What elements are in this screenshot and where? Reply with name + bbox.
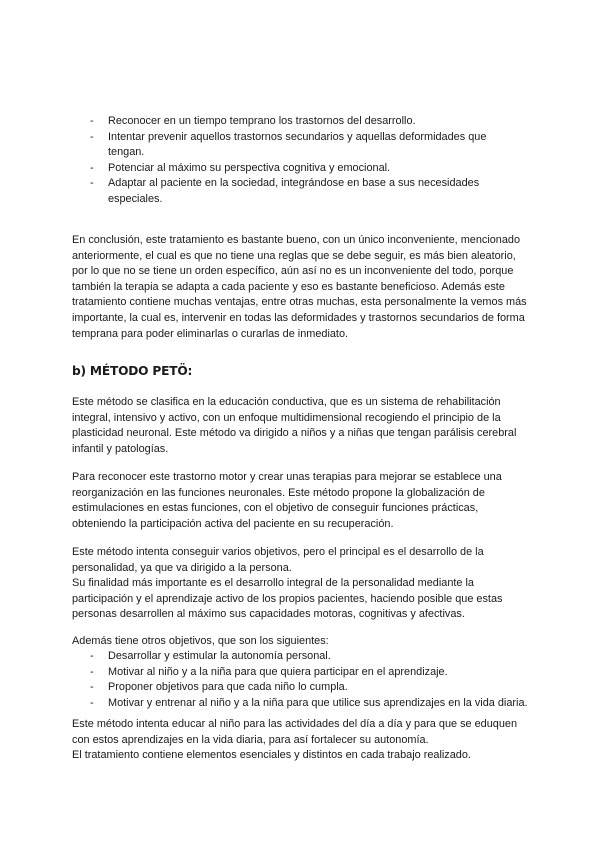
top-objectives-list [72,114,532,208]
list-item: - Proponer objetivos para que cada niño lo cumpla. [72,680,532,696]
paragraph-line: Este método intenta educar al niño para las actividades del día a día y para que se eduquen con estos aprendizajes en la vida diaria, para así fortalecer su autonomía. [72,718,518,746]
peto-reorganization-paragraph: Para reconocer este trastorno motor y crear unas terapias para mejorar se establece una reorganización en las funciones neuronales. Este método propone la globalización de estimulaciones en estas funciones, con el objetivo de conseguir funciones prácticas, obteniendo la participación activa del paciente en su recuperación. [72,471,502,530]
list-item: - Motivar al niño y a la niña para que quiera participar en el aprendizaje. [72,665,532,681]
paragraph-line: Este método intenta conseguir varios objetivos, pero el principal es el desarrollo de la personalidad, ya que va dirigido a la persona. [72,546,484,574]
list-item: - Motivar y entrenar al niño y a la niña para que utilice sus aprendizajes en la vida diaria. [72,696,532,712]
closing-paragraph [72,717,532,764]
list-item: - Desarrollar y estimular la autonomía personal. [72,649,532,665]
list-item: - Intentar prevenir aquellos trastornos secundarios y aquellas deformidades que tengan. [72,130,532,161]
list-item: - Reconocer en un tiempo temprano los trastornos del desarrollo. [72,114,532,130]
objectives-intro: Además tiene otros objetivos, que son los siguientes: [72,635,329,647]
paragraph-line: El tratamiento contiene elementos esenciales y distintos en cada trabajo realizado. [72,749,471,762]
paragraph-line: Su finalidad más importante es el desarrollo integral de la personalidad mediante la participación y el aprendizaje activo de los propios pacientes, haciendo posible que estas personas desarrollen al máximo sus capacidades motoras, cognitivas y afectivas. [72,577,503,621]
peto-intro-paragraph: Este método se clasifica en la educación conductiva, que es un sistema de rehabilitación integral, intensivo y activo, con un enfoque multidimensional recogiendo el principio de la plasticidad neuronal. Este método va dirigido a niños y a niñas que tengan parálisis cerebral infantil y patologías. [72,396,517,455]
list-item: - Adaptar al paciente en la sociedad, integrándose en base a sus necesidades especiales. [72,176,532,207]
conclusion-paragraph: En conclusión, este tratamiento es bastante bueno, con un único inconveniente, mencionado anteriormente, el cual es que no tiene una reglas que se debe seguir, es más bien aleatorio, por lo que no se tiene un orden específico, aún así no es un inconveniente del todo, porque también la terapia se adapta a cada paciente y eso es bastante beneficioso. Además este tratamiento contiene muchas ventajas, entre otras muchas, esta personalmente la vemos más importante, la cual es, intervenir en todas las deformidades y trastornos secundarios de forma temprana para poder eliminarlas o curarlas de inmediato. [72,234,527,340]
objectives-list [72,649,532,711]
section-heading: b) MÉTODO PETÖ: [72,364,193,378]
peto-objectives-paragraph [72,545,532,623]
list-item: - Potenciar al máximo su perspectiva cognitiva y emocional. [72,161,532,177]
